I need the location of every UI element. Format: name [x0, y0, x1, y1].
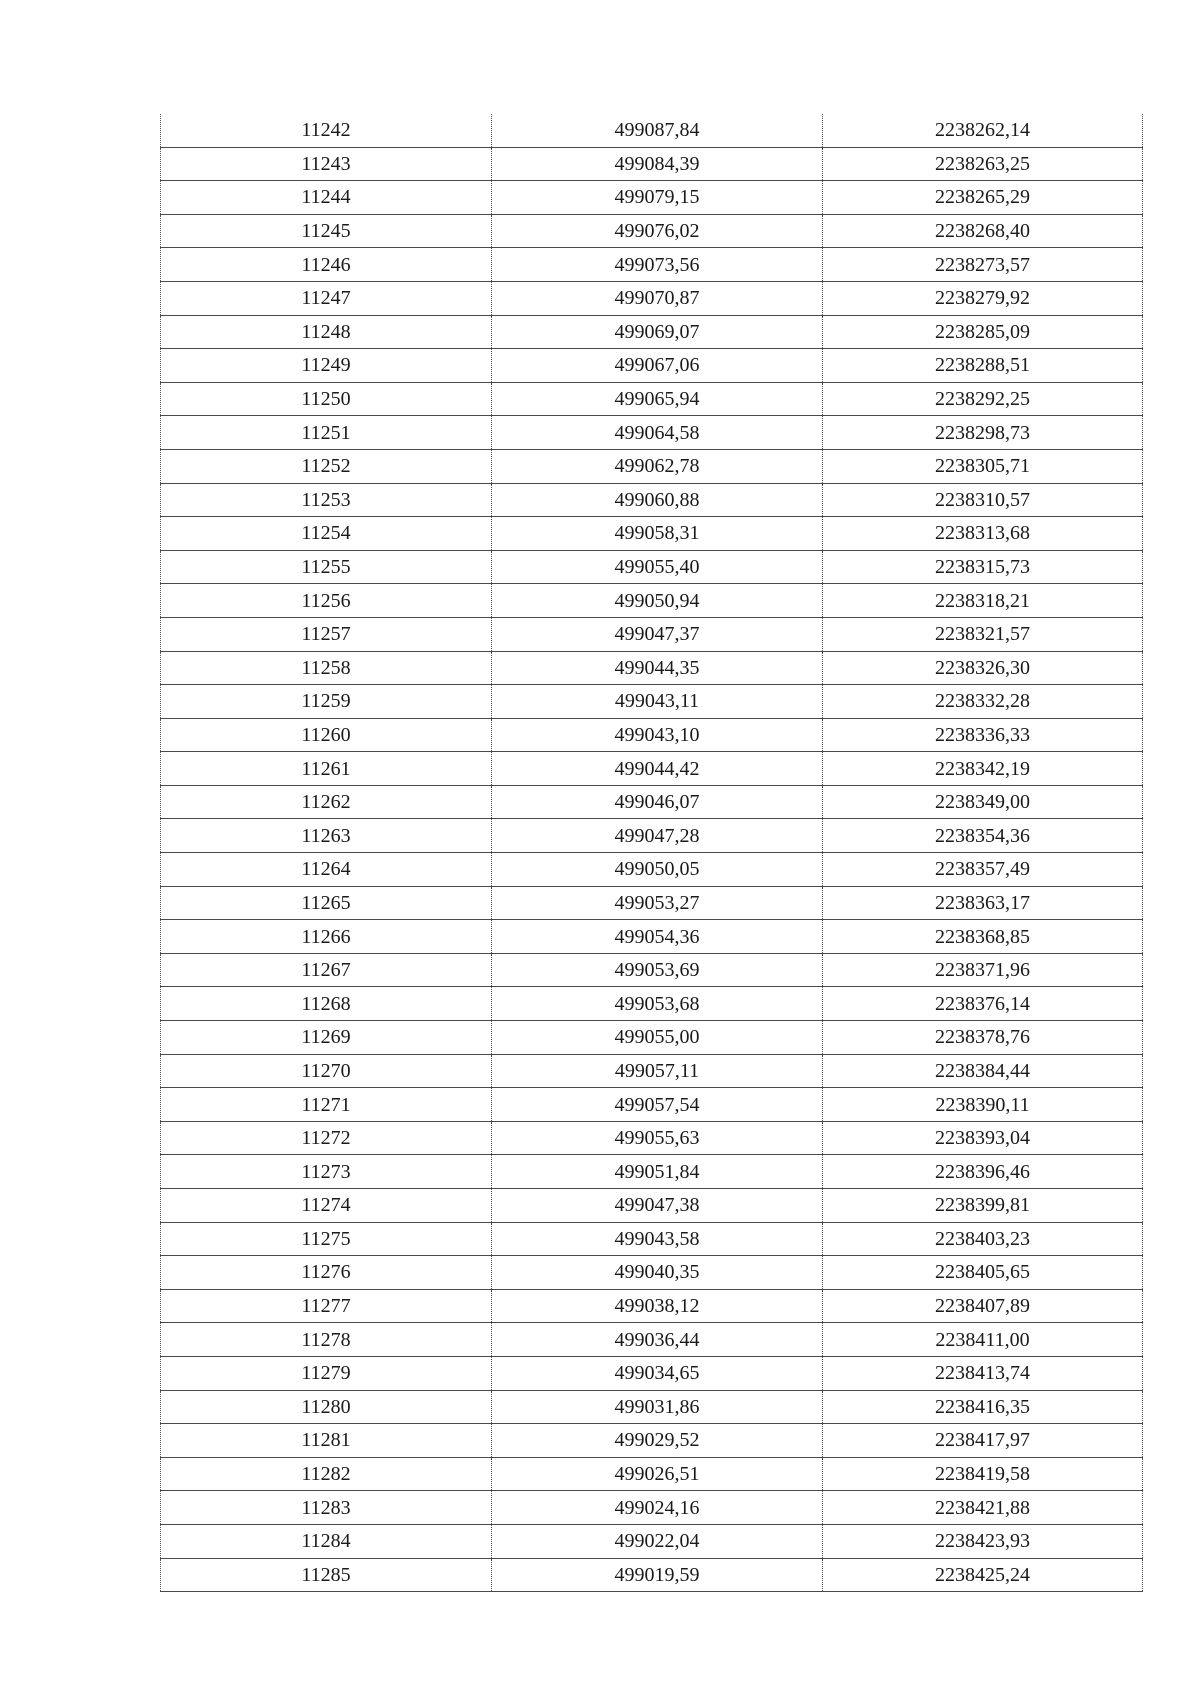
y-coordinate-cell: 2238318,21	[823, 584, 1143, 618]
x-coordinate-cell: 499036,44	[492, 1323, 823, 1357]
point-number-cell: 11249	[161, 349, 492, 383]
point-number-cell: 11264	[161, 853, 492, 887]
x-coordinate-cell: 499069,07	[492, 315, 823, 349]
point-number-cell: 11272	[161, 1121, 492, 1155]
table-row	[161, 1457, 1143, 1491]
y-coordinate-cell: 2238411,00	[823, 1323, 1143, 1357]
x-coordinate-cell: 499055,40	[492, 550, 823, 584]
x-coordinate-cell: 499046,07	[492, 785, 823, 819]
point-number-cell: 11254	[161, 517, 492, 551]
x-coordinate-cell: 499062,78	[492, 449, 823, 483]
point-number-cell: 11244	[161, 181, 492, 215]
x-coordinate-cell: 499067,06	[492, 349, 823, 383]
table-row	[161, 1323, 1143, 1357]
point-number-cell: 11260	[161, 718, 492, 752]
table-row	[161, 1088, 1143, 1122]
table-row	[161, 1021, 1143, 1055]
table-row	[161, 752, 1143, 786]
y-coordinate-cell: 2238268,40	[823, 214, 1143, 248]
x-coordinate-cell: 499065,94	[492, 382, 823, 416]
y-coordinate-cell: 2238396,46	[823, 1155, 1143, 1189]
table-row	[161, 1155, 1143, 1189]
table-row	[161, 617, 1143, 651]
table-row	[161, 315, 1143, 349]
table-row	[161, 550, 1143, 584]
x-coordinate-cell: 499054,36	[492, 920, 823, 954]
point-number-cell: 11252	[161, 449, 492, 483]
y-coordinate-cell: 2238342,19	[823, 752, 1143, 786]
x-coordinate-cell: 499038,12	[492, 1289, 823, 1323]
x-coordinate-cell: 499024,16	[492, 1491, 823, 1525]
y-coordinate-cell: 2238421,88	[823, 1491, 1143, 1525]
point-number-cell: 11270	[161, 1054, 492, 1088]
y-coordinate-cell: 2238326,30	[823, 651, 1143, 685]
y-coordinate-cell: 2238405,65	[823, 1256, 1143, 1290]
x-coordinate-cell: 499022,04	[492, 1524, 823, 1558]
table-row	[161, 953, 1143, 987]
point-number-cell: 11248	[161, 315, 492, 349]
table-row	[161, 1390, 1143, 1424]
point-number-cell: 11257	[161, 617, 492, 651]
x-coordinate-cell: 499029,52	[492, 1424, 823, 1458]
table-row	[161, 920, 1143, 954]
x-coordinate-cell: 499044,35	[492, 651, 823, 685]
y-coordinate-cell: 2238390,11	[823, 1088, 1143, 1122]
x-coordinate-cell: 499055,00	[492, 1021, 823, 1055]
x-coordinate-cell: 499053,69	[492, 953, 823, 987]
table-row	[161, 1356, 1143, 1390]
x-coordinate-cell: 499058,31	[492, 517, 823, 551]
table-row	[161, 1121, 1143, 1155]
y-coordinate-cell: 2238399,81	[823, 1189, 1143, 1223]
y-coordinate-cell: 2238416,35	[823, 1390, 1143, 1424]
coordinates-table-body	[161, 114, 1143, 1592]
table-row	[161, 785, 1143, 819]
table-row	[161, 214, 1143, 248]
y-coordinate-cell: 2238310,57	[823, 483, 1143, 517]
table-row	[161, 685, 1143, 719]
point-number-cell: 11277	[161, 1289, 492, 1323]
table-row	[161, 1558, 1143, 1592]
x-coordinate-cell: 499060,88	[492, 483, 823, 517]
x-coordinate-cell: 499050,94	[492, 584, 823, 618]
x-coordinate-cell: 499043,11	[492, 685, 823, 719]
x-coordinate-cell: 499047,38	[492, 1189, 823, 1223]
x-coordinate-cell: 499057,54	[492, 1088, 823, 1122]
table-row	[161, 1054, 1143, 1088]
point-number-cell: 11281	[161, 1424, 492, 1458]
y-coordinate-cell: 2238349,00	[823, 785, 1143, 819]
table-row	[161, 416, 1143, 450]
x-coordinate-cell: 499026,51	[492, 1457, 823, 1491]
point-number-cell: 11262	[161, 785, 492, 819]
x-coordinate-cell: 499084,39	[492, 147, 823, 181]
x-coordinate-cell: 499043,58	[492, 1222, 823, 1256]
table-row	[161, 1524, 1143, 1558]
x-coordinate-cell: 499050,05	[492, 853, 823, 887]
y-coordinate-cell: 2238288,51	[823, 349, 1143, 383]
point-number-cell: 11278	[161, 1323, 492, 1357]
y-coordinate-cell: 2238423,93	[823, 1524, 1143, 1558]
point-number-cell: 11284	[161, 1524, 492, 1558]
point-number-cell: 11246	[161, 248, 492, 282]
point-number-cell: 11268	[161, 987, 492, 1021]
point-number-cell: 11280	[161, 1390, 492, 1424]
table-row	[161, 449, 1143, 483]
point-number-cell: 11261	[161, 752, 492, 786]
point-number-cell: 11274	[161, 1189, 492, 1223]
y-coordinate-cell: 2238357,49	[823, 853, 1143, 887]
table-row	[161, 987, 1143, 1021]
y-coordinate-cell: 2238354,36	[823, 819, 1143, 853]
y-coordinate-cell: 2238368,85	[823, 920, 1143, 954]
table-row	[161, 1256, 1143, 1290]
point-number-cell: 11265	[161, 886, 492, 920]
y-coordinate-cell: 2238321,57	[823, 617, 1143, 651]
y-coordinate-cell: 2238292,25	[823, 382, 1143, 416]
y-coordinate-cell: 2238262,14	[823, 114, 1143, 147]
y-coordinate-cell: 2238285,09	[823, 315, 1143, 349]
x-coordinate-cell: 499064,58	[492, 416, 823, 450]
y-coordinate-cell: 2238298,73	[823, 416, 1143, 450]
table-row	[161, 517, 1143, 551]
x-coordinate-cell: 499076,02	[492, 214, 823, 248]
x-coordinate-cell: 499040,35	[492, 1256, 823, 1290]
x-coordinate-cell: 499053,68	[492, 987, 823, 1021]
x-coordinate-cell: 499047,28	[492, 819, 823, 853]
point-number-cell: 11279	[161, 1356, 492, 1390]
x-coordinate-cell: 499043,10	[492, 718, 823, 752]
point-number-cell: 11250	[161, 382, 492, 416]
point-number-cell: 11256	[161, 584, 492, 618]
table-row	[161, 382, 1143, 416]
table-row	[161, 819, 1143, 853]
point-number-cell: 11247	[161, 281, 492, 315]
table-row	[161, 349, 1143, 383]
table-row	[161, 1289, 1143, 1323]
point-number-cell: 11273	[161, 1155, 492, 1189]
table-row	[161, 886, 1143, 920]
x-coordinate-cell: 499034,65	[492, 1356, 823, 1390]
point-number-cell: 11285	[161, 1558, 492, 1592]
y-coordinate-cell: 2238265,29	[823, 181, 1143, 215]
y-coordinate-cell: 2238425,24	[823, 1558, 1143, 1592]
y-coordinate-cell: 2238407,89	[823, 1289, 1143, 1323]
point-number-cell: 11283	[161, 1491, 492, 1525]
table-row	[161, 1491, 1143, 1525]
table-row	[161, 483, 1143, 517]
table-row	[161, 1189, 1143, 1223]
table-row	[161, 1222, 1143, 1256]
point-number-cell: 11275	[161, 1222, 492, 1256]
y-coordinate-cell: 2238315,73	[823, 550, 1143, 584]
point-number-cell: 11269	[161, 1021, 492, 1055]
point-number-cell: 11242	[161, 114, 492, 147]
y-coordinate-cell: 2238413,74	[823, 1356, 1143, 1390]
point-number-cell: 11267	[161, 953, 492, 987]
x-coordinate-cell: 499070,87	[492, 281, 823, 315]
x-coordinate-cell: 499087,84	[492, 114, 823, 147]
x-coordinate-cell: 499079,15	[492, 181, 823, 215]
table-row	[161, 584, 1143, 618]
y-coordinate-cell: 2238419,58	[823, 1457, 1143, 1491]
table-row	[161, 281, 1143, 315]
y-coordinate-cell: 2238313,68	[823, 517, 1143, 551]
table-row	[161, 651, 1143, 685]
y-coordinate-cell: 2238336,33	[823, 718, 1143, 752]
table-row	[161, 147, 1143, 181]
point-number-cell: 11276	[161, 1256, 492, 1290]
y-coordinate-cell: 2238305,71	[823, 449, 1143, 483]
point-number-cell: 11243	[161, 147, 492, 181]
table-row	[161, 248, 1143, 282]
point-number-cell: 11245	[161, 214, 492, 248]
y-coordinate-cell: 2238384,44	[823, 1054, 1143, 1088]
point-number-cell: 11259	[161, 685, 492, 719]
x-coordinate-cell: 499073,56	[492, 248, 823, 282]
x-coordinate-cell: 499047,37	[492, 617, 823, 651]
y-coordinate-cell: 2238378,76	[823, 1021, 1143, 1055]
x-coordinate-cell: 499053,27	[492, 886, 823, 920]
point-number-cell: 11282	[161, 1457, 492, 1491]
point-number-cell: 11253	[161, 483, 492, 517]
y-coordinate-cell: 2238403,23	[823, 1222, 1143, 1256]
point-number-cell: 11258	[161, 651, 492, 685]
y-coordinate-cell: 2238279,92	[823, 281, 1143, 315]
y-coordinate-cell: 2238393,04	[823, 1121, 1143, 1155]
point-number-cell: 11271	[161, 1088, 492, 1122]
y-coordinate-cell: 2238273,57	[823, 248, 1143, 282]
y-coordinate-cell: 2238376,14	[823, 987, 1143, 1021]
point-number-cell: 11263	[161, 819, 492, 853]
table-row	[161, 718, 1143, 752]
table-row	[161, 853, 1143, 887]
y-coordinate-cell: 2238417,97	[823, 1424, 1143, 1458]
x-coordinate-cell: 499051,84	[492, 1155, 823, 1189]
point-number-cell: 11255	[161, 550, 492, 584]
x-coordinate-cell: 499057,11	[492, 1054, 823, 1088]
x-coordinate-cell: 499055,63	[492, 1121, 823, 1155]
table-row	[161, 1424, 1143, 1458]
y-coordinate-cell: 2238363,17	[823, 886, 1143, 920]
table-row	[161, 114, 1143, 147]
x-coordinate-cell: 499044,42	[492, 752, 823, 786]
table-row	[161, 181, 1143, 215]
y-coordinate-cell: 2238332,28	[823, 685, 1143, 719]
x-coordinate-cell: 499031,86	[492, 1390, 823, 1424]
coordinates-table	[160, 114, 1143, 1592]
y-coordinate-cell: 2238263,25	[823, 147, 1143, 181]
y-coordinate-cell: 2238371,96	[823, 953, 1143, 987]
point-number-cell: 11266	[161, 920, 492, 954]
x-coordinate-cell: 499019,59	[492, 1558, 823, 1592]
point-number-cell: 11251	[161, 416, 492, 450]
